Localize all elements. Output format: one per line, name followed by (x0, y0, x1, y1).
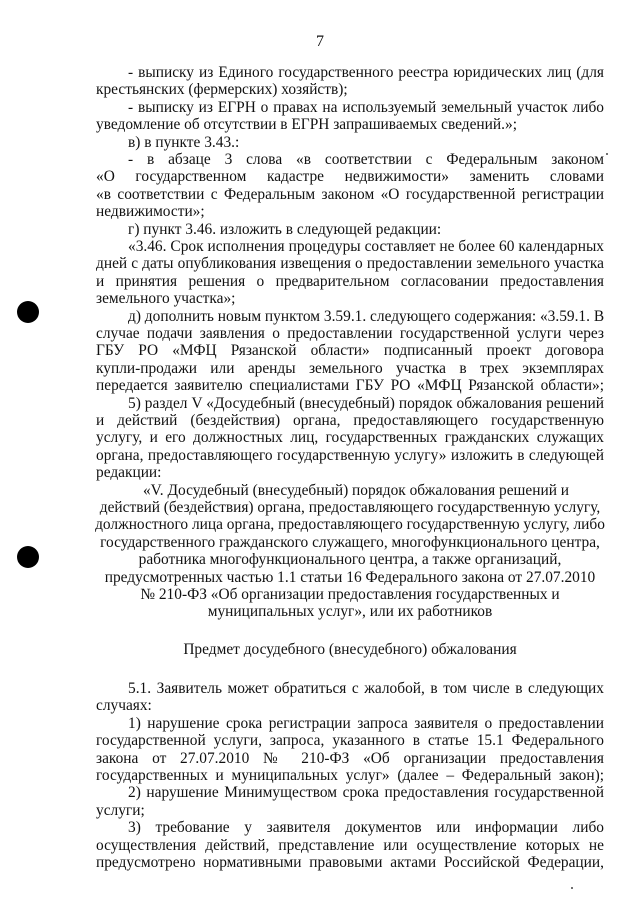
text-line: «в соответствии с Федеральным законом «О государственной регистрации (96, 186, 604, 203)
text-line: услугу, и его должностных лиц, государственных гражданских служащих (96, 429, 604, 446)
text-line: органа, предоставляющего государственную услугу» изложить в следующей (96, 447, 604, 464)
section-title-line: предусмотренных частью 1.1 статьи 16 Федерального закона от 27.07.2010 (104, 569, 596, 586)
text-line: - выписку из Единого государственного реестра юридических лиц (для (128, 64, 604, 81)
text-line: - в абзаце 3 слова «в соответствии с Федеральным законом (128, 151, 604, 168)
section-title-line: должностного лица органа, предоставляющего государственную услугу, либо (95, 516, 605, 533)
section-title-line: «V. Досудебный (внесудебный) порядок обжалования решений и (142, 482, 570, 499)
hole-punch-top (17, 301, 39, 323)
section-title-line: государственного гражданского служащего, многофункционального центра, (100, 534, 600, 551)
section-title-line: № 210-ФЗ «Об организации предоставления государственных и (140, 586, 560, 603)
subsection-heading: Предмет досудебного (внесудебного) обжалования (183, 641, 517, 658)
scan-speck (606, 153, 608, 155)
text-line: осуществления действий, представление или осуществление которых не (96, 837, 604, 854)
text-line: и принятия решения о предварительном согласовании предоставления (96, 273, 604, 290)
text-line: случае подачи заявления о предоставлении государственной услуги через (96, 325, 604, 342)
text-line: 1) нарушение срока регистрации запроса заявителя о предоставлении (128, 715, 604, 732)
text-line: земельного участка»; (96, 290, 236, 307)
text-line: государственных и муниципальных услуг» (далее – Федеральный закон); (96, 767, 604, 784)
text-line: дней с даты опубликования извещения о предоставлении земельного участка (96, 255, 604, 272)
text-line: недвижимости»; (96, 203, 205, 220)
text-line: купли-продажи или аренды земельного участка в трех экземплярах (96, 360, 604, 377)
section-title-line: работника многофункционального центра, а также организаций, (138, 551, 562, 568)
text-line: закона от 27.07.2010 № 210-ФЗ «Об организации предоставления (96, 750, 604, 767)
text-line: случаях: (96, 697, 152, 714)
text-line: предусмотрено нормативными правовыми актами Российской Федерации, (96, 854, 604, 871)
text-line: крестьянских (фермерских) хозяйств); (96, 81, 348, 98)
page-number: 7 (316, 33, 324, 50)
text-line: государственной услуги, запроса, указанного в статье 15.1 Федерального (96, 732, 604, 749)
hole-punch-bottom (17, 546, 39, 568)
text-line: «3.46. Срок исполнения процедуры составляет не более 60 календарных (128, 238, 604, 255)
section-title-line: действий (бездействия) органа, предоставляющего государственную услугу, (99, 499, 601, 516)
text-line: - выписку из ЕГРН о правах на используемый земельный участок либо (128, 99, 604, 116)
text-line: 5.1. Заявитель может обратиться с жалобой, в том числе в следующих (128, 680, 604, 697)
text-line: и действий (бездействия) органа, предоставляющего государственную (96, 412, 604, 429)
text-line: 5) раздел V «Досудебный (внесудебный) порядок обжалования решений (128, 395, 604, 412)
text-line: ГБУ РО «МФЦ Рязанской области» подписанный проект договора (96, 342, 604, 359)
text-line: д) дополнить новым пунктом 3.59.1. следующего содержания: «3.59.1. В (128, 308, 605, 325)
text-line: услуги; (96, 802, 145, 819)
text-line: г) пункт 3.46. изложить в следующей редакции: (128, 221, 442, 238)
text-line: редакции: (96, 464, 162, 481)
text-line: 2) нарушение Минимуществом срока предоставления государственной (128, 784, 604, 801)
section-title-line: муниципальных услуг», или их работников (207, 603, 493, 620)
scan-speck (571, 887, 573, 889)
text-line: уведомление об отсутствии в ЕГРН запрашиваемых сведений.»; (96, 116, 517, 133)
text-line: в) в пункте 3.43.: (128, 134, 240, 151)
text-line: передается заявителю специалистами ГБУ РО «МФЦ Рязанской области»; (96, 377, 604, 394)
text-line: 3) требование у заявителя документов или информации либо (128, 819, 604, 836)
text-line: «О государственном кадастре недвижимости» заменить словами (96, 168, 604, 185)
